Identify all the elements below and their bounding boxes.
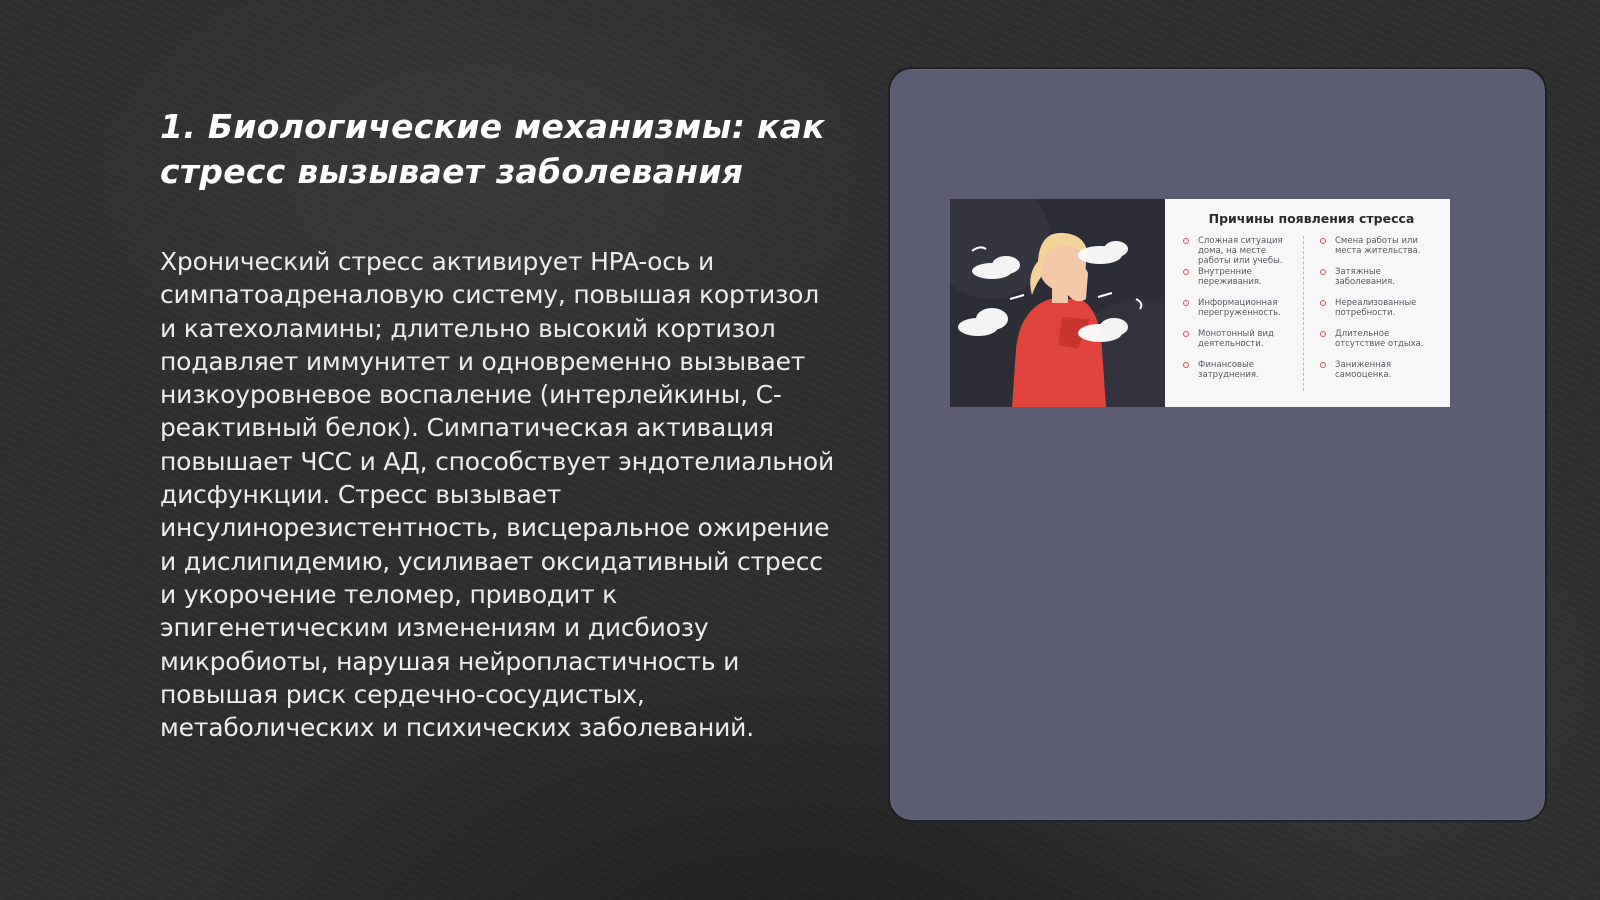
cause-item [1183, 329, 1303, 360]
bullet-circle-icon [1320, 269, 1326, 275]
cause-text: Нереализованные потребности. [1335, 298, 1417, 318]
slide-body-text: Хронический стресс активирует HPA-ось и симпатоадреналовую систему, повышая кортизол и катехоламины; длительно высокий кортизол подавляет иммунитет и одновременно вызывает низкоуровневое воспаление (интерлейкины, С-реактивный белок). Симпатическая активация повышает ЧСС и АД, способствует эндотелиальной дисфункции. Стресс вызывает инсулинорезистентность, висцеральное ожирение и дислипидемию, усиливает оксидативный стресс и укорочение теломер, приводит к эпигенетическим изменениям и дисбиозу микробиоты, нарушая нейропластичность и повышая риск сердечно-сосудистых, метаболических и психических заболеваний. [160, 247, 835, 743]
cause-item [1320, 236, 1440, 267]
slide-title: 1. Биологические механизмы: как стресс вызывает заболевания [160, 107, 825, 191]
bullet-circle-icon [1320, 362, 1326, 368]
stress-causes-infographic [950, 199, 1450, 407]
cause-item [1183, 236, 1303, 267]
bullet-circle-icon [1320, 331, 1326, 337]
causes-grid [1183, 236, 1440, 391]
cause-text: Затяжные заболевания. [1335, 267, 1395, 287]
causes-right-column [1303, 236, 1440, 391]
cause-text: Внутренние переживания. [1198, 267, 1262, 287]
cause-item [1320, 298, 1440, 329]
bullet-circle-icon [1183, 269, 1189, 275]
cause-text: Монотонный вид деятельности. [1198, 329, 1274, 349]
stressed-woman-illustration [950, 199, 1165, 407]
cause-text: Информационная перегруженность. [1198, 298, 1281, 318]
causes-left-column [1183, 236, 1303, 391]
causes-title: Причины появления стресса [1208, 211, 1415, 226]
bullet-circle-icon [1183, 300, 1189, 306]
stressed-woman-drawing [950, 199, 1165, 407]
stress-causes-card [1165, 199, 1450, 407]
cause-text: Смена работы или места жительства. [1335, 236, 1421, 256]
bullet-circle-icon [1320, 238, 1326, 244]
cause-item [1320, 360, 1440, 391]
bullet-circle-icon [1183, 331, 1189, 337]
cause-item [1320, 267, 1440, 298]
image-panel [888, 67, 1547, 822]
cause-text: Заниженная самооценка. [1335, 360, 1392, 380]
cause-item [1183, 267, 1303, 298]
cause-text: Сложная ситуация дома, на месте работы или учебы. [1198, 236, 1283, 266]
bullet-circle-icon [1183, 238, 1189, 244]
bullet-circle-icon [1183, 362, 1189, 368]
cause-item [1183, 360, 1303, 391]
cause-item [1320, 329, 1440, 360]
cause-text: Финансовые затруднения. [1198, 360, 1259, 380]
bullet-circle-icon [1320, 300, 1326, 306]
cause-item [1183, 298, 1303, 329]
cause-text: Длительное отсутствие отдыха. [1335, 329, 1424, 349]
